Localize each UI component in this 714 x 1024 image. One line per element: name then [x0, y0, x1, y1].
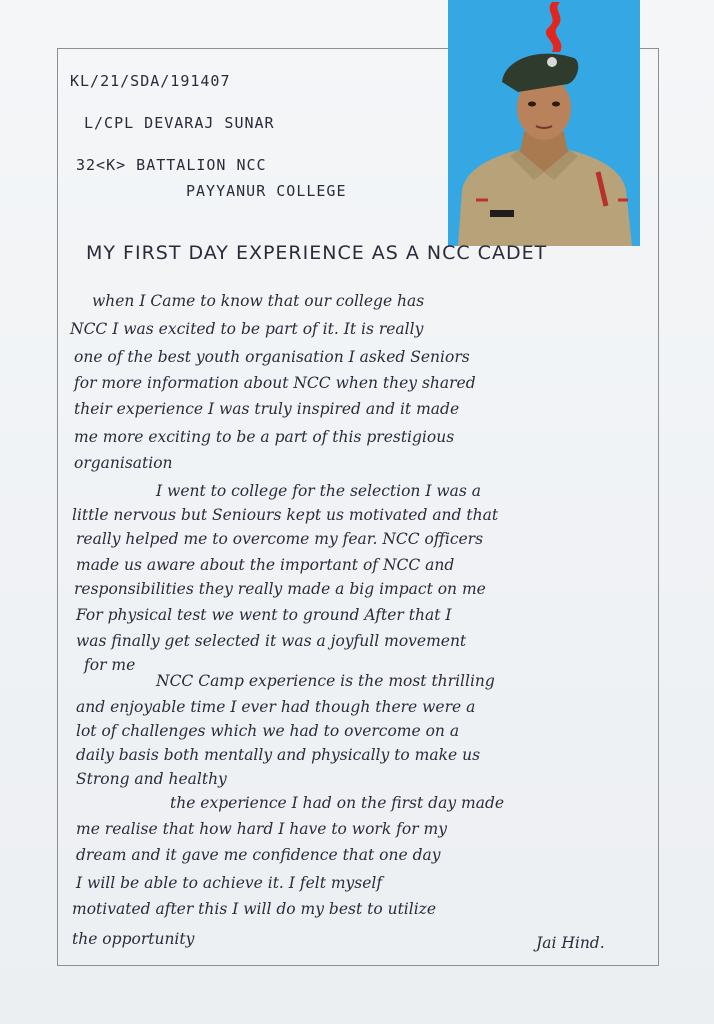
body-line: dream and it gave me confidence that one day: [76, 846, 441, 864]
body-line: organisation: [74, 454, 173, 472]
page-title: MY FIRST DAY EXPERIENCE AS A NCC CADET: [86, 242, 548, 264]
body-line: made us aware about the important of NCC and: [76, 556, 455, 574]
body-line: lot of challenges which we had to overcome on a: [76, 722, 460, 740]
body-line: For physical test we went to ground After that I: [76, 606, 452, 624]
body-line: responsibilities they really made a big impact on me: [74, 580, 486, 598]
registration-number: KL/21/SDA/191407: [70, 72, 231, 90]
body-line: for more information about NCC when they shared: [74, 374, 476, 392]
body-line: really helped me to overcome my fear. NCC officers: [76, 530, 484, 548]
cadet-photo: [448, 0, 640, 246]
body-line: I will be able to achieve it. I felt myself: [76, 874, 383, 892]
body-line: and enjoyable time I ever had though there were a: [76, 698, 476, 716]
body-line: for me: [84, 656, 136, 674]
body-line: their experience I was truly inspired and it made: [74, 400, 460, 418]
body-line: little nervous but Seniours kept us motivated and that: [72, 506, 499, 524]
college-name: PAYYANUR COLLEGE: [186, 182, 347, 200]
body-line: when I Came to know that our college has: [92, 292, 425, 310]
body-line: I went to college for the selection I was a: [156, 482, 482, 500]
body-line: me realise that how hard I have to work for my: [76, 820, 447, 838]
body-line: the experience I had on the first day made: [170, 794, 505, 812]
body-line: Strong and healthy: [76, 770, 227, 788]
body-line: daily basis both mentally and physically to make us: [76, 746, 481, 764]
body-line: NCC I was excited to be part of it. It is really: [70, 320, 424, 338]
body-line: the opportunity: [72, 930, 195, 948]
body-line: one of the best youth organisation I asked Seniors: [74, 348, 470, 366]
battalion: 32<K> BATTALION NCC: [76, 156, 267, 174]
body-line: was finally get selected it was a joyfull movement: [76, 632, 467, 650]
rank-and-name: L/CPL DEVARAJ SUNAR: [84, 114, 275, 132]
body-line: me more exciting to be a part of this prestigious: [74, 428, 455, 446]
body-line: motivated after this I will do my best to utilize: [72, 900, 437, 918]
cadet-portrait-icon: [448, 0, 640, 246]
body-line: NCC Camp experience is the most thrilling: [156, 672, 495, 690]
signoff: Jai Hind.: [536, 934, 605, 952]
